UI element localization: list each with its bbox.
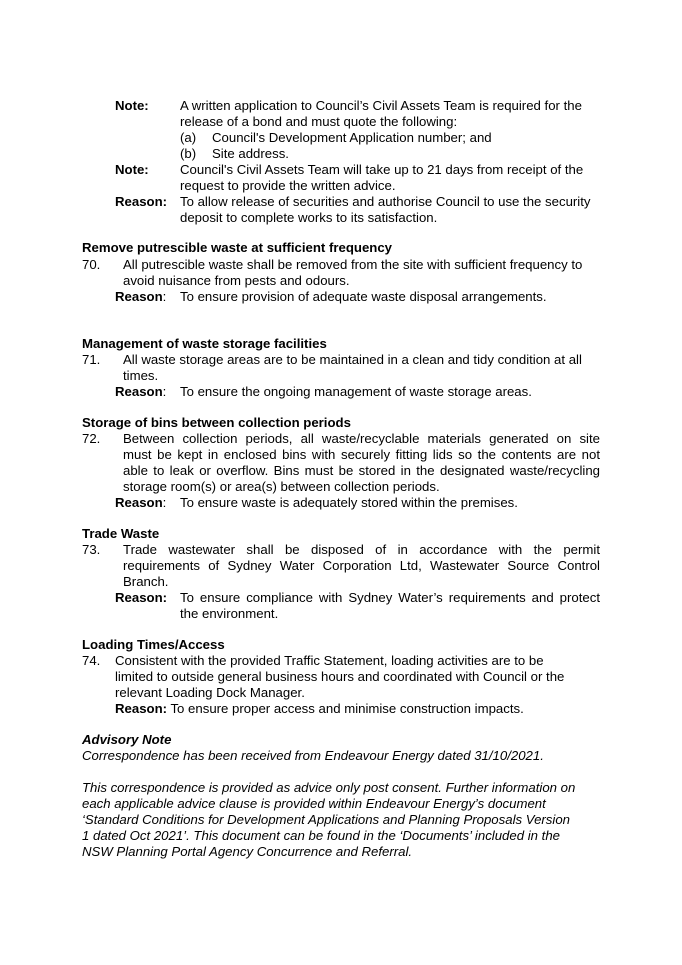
reason-line: [115, 384, 166, 400]
section-heading: Trade Waste: [82, 526, 160, 541]
note-text-line: release of a bond and must quote the following:: [180, 114, 458, 129]
reason-text-line: the environment.: [180, 606, 279, 621]
list-marker: (b): [180, 146, 197, 161]
reason-label: Reason:: [115, 194, 168, 209]
advisory-text-line: each applicable advice clause is provided within Endeavour Energy’s document: [82, 796, 546, 811]
note-text-line: request to provide the written advice.: [180, 178, 396, 193]
condition-number: 73.: [82, 542, 101, 557]
reason-text-line: To ensure waste is adequately stored within the premises.: [180, 495, 518, 510]
reason-colon: :: [162, 384, 167, 399]
condition-text-line: relevant Loading Dock Manager.: [115, 685, 305, 700]
reason-text-line: To allow release of securities and authorise Council to use the security: [180, 194, 591, 209]
section-heading: Remove putrescible waste at sufficient frequency: [82, 240, 393, 255]
advisory-heading: Advisory Note: [82, 732, 172, 747]
reason-label: Reason: [115, 289, 163, 304]
section-heading: Management of waste storage facilities: [82, 336, 327, 351]
condition-text-line: limited to outside general business hours and coordinated with Council or the: [115, 669, 565, 684]
condition-number: 70.: [82, 257, 101, 272]
advisory-text-line: This correspondence is provided as advice only post consent. Further information on: [82, 780, 576, 795]
section-heading: Storage of bins between collection periods: [82, 415, 351, 430]
reason-label: Reason: [115, 495, 163, 510]
reason-text-line: deposit to complete works to its satisfaction.: [180, 210, 438, 225]
reason-text-line: To ensure the ongoing management of waste storage areas.: [180, 384, 532, 399]
condition-text-line: storage room(s) or area(s) between collection periods.: [123, 479, 440, 494]
condition-text-line: Trade wastewater shall be disposed of in accordance with the permit: [123, 542, 600, 557]
note-label: Note:: [115, 162, 149, 177]
condition-text-line: requirements of Sydney Water Corporation Ltd, Wastewater Source Control: [123, 558, 600, 573]
condition-text-line: able to leak or overflow. Bins must be stored in the designated waste/recycling: [123, 463, 600, 478]
list-item-text: Site address.: [212, 146, 289, 161]
note-text-line: A written application to Council’s Civil Assets Team is required for the: [180, 98, 582, 113]
condition-text-line: All putrescible waste shall be removed from the site with sufficient frequency to: [123, 257, 583, 272]
section-heading: Loading Times/Access: [82, 637, 225, 652]
advisory-text-line: Correspondence has been received from Endeavour Energy dated 31/10/2021.: [82, 748, 544, 763]
condition-text-line: Consistent with the provided Traffic Statement, loading activities are to be: [115, 653, 544, 668]
list-item-text: Council's Development Application number; and: [212, 130, 492, 145]
reason-line: [115, 289, 166, 305]
reason-line: [115, 701, 524, 717]
condition-text-line: must be kept in enclosed bins with securely fitting lids so the contents are not: [123, 447, 600, 462]
condition-number: 72.: [82, 431, 101, 446]
reason-label: Reason:: [115, 701, 168, 716]
condition-text-line: Branch.: [123, 574, 169, 589]
reason-line: [115, 495, 166, 511]
reason-text: To ensure proper access and minimise construction impacts.: [170, 701, 524, 716]
condition-number: 71.: [82, 352, 101, 367]
reason-label: Reason:: [115, 590, 168, 605]
note-text-line: Council's Civil Assets Team will take up to 21 days from receipt of the: [180, 162, 584, 177]
advisory-text-line: 1 dated Oct 2021’. This document can be found in the ‘Documents’ included in the: [82, 828, 560, 843]
note-label: Note:: [115, 98, 149, 113]
reason-colon: :: [162, 495, 167, 510]
condition-text-line: avoid nuisance from pests and odours.: [123, 273, 350, 288]
advisory-text-line: NSW Planning Portal Agency Concurrence and Referral.: [82, 844, 413, 859]
reason-text-line: To ensure provision of adequate waste disposal arrangements.: [180, 289, 547, 304]
reason-label: Reason: [115, 384, 163, 399]
list-marker: (a): [180, 130, 197, 145]
condition-text-line: All waste storage areas are to be maintained in a clean and tidy condition at all: [123, 352, 582, 367]
reason-text-line: To ensure compliance with Sydney Water’s requirements and protect: [180, 590, 600, 605]
condition-text-line: times.: [123, 368, 159, 383]
advisory-text-line: ‘Standard Conditions for Development Applications and Planning Proposals Version: [82, 812, 570, 827]
condition-text-line: Between collection periods, all waste/recyclable materials generated on site: [123, 431, 600, 446]
condition-number: 74.: [82, 653, 101, 668]
reason-colon: :: [162, 289, 167, 304]
